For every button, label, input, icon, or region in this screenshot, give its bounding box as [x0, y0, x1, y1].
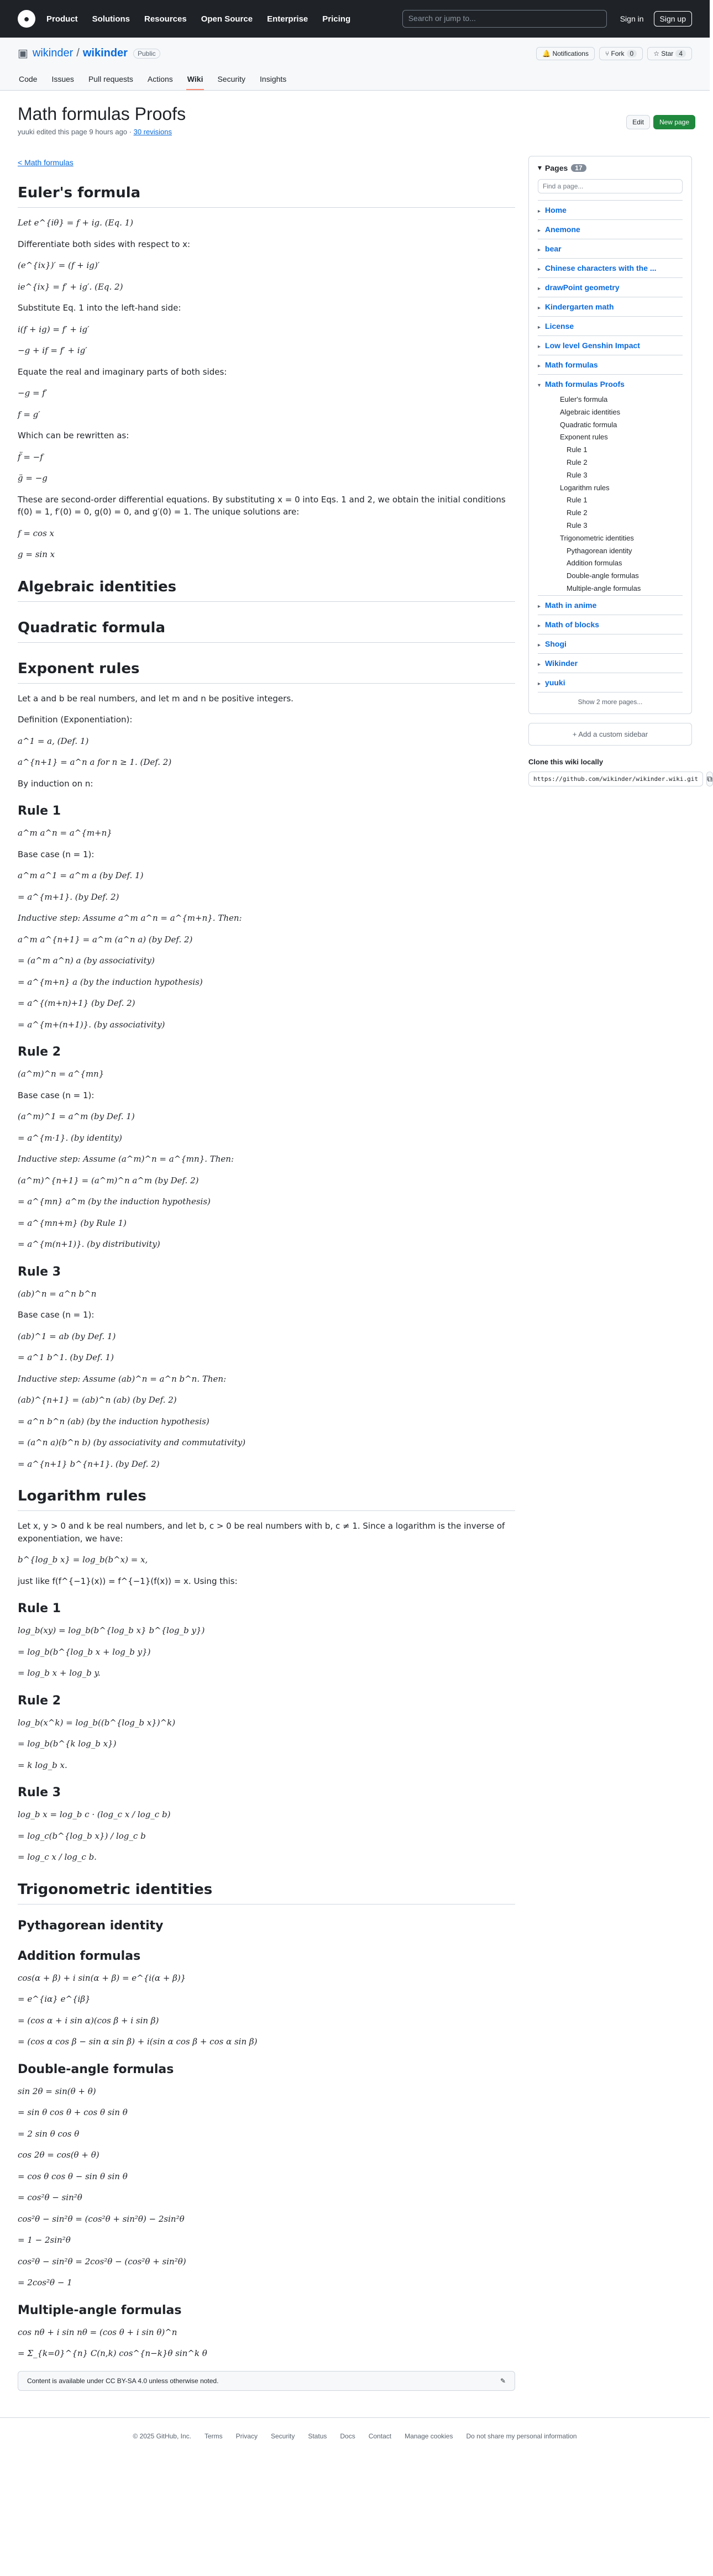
notifications-label: Notifications [552, 49, 589, 57]
chevron-right-icon: ▸ [538, 324, 541, 330]
heading-quadratic-formula: Quadratic formula [18, 617, 515, 643]
chevron-right-icon: ▸ [538, 603, 541, 610]
exponent-rule-line: Base case (n = 1): [18, 1310, 95, 1320]
repo-icon: ▣ [18, 48, 28, 60]
exponent-rule-line: (a^m)^n = a^{mn} [18, 1069, 104, 1079]
exponent-rule-line: = a^{m+1}. (by Def. 2) [18, 891, 119, 902]
logarithm-rule-line: = k log_b x. [18, 1760, 67, 1770]
trig-line: cos 2θ = cos(θ + θ) [18, 2150, 99, 2160]
euler-line: −g = f′ [18, 388, 48, 398]
exponent-rule-line: = a^{n+1} b^{n+1}. (by Def. 2) [18, 1458, 160, 1469]
heading-algebraic-identities: Algebraic identities [18, 576, 515, 602]
logarithm-rule-title: Rule 2 [18, 1693, 61, 1708]
fork-button[interactable] [599, 47, 643, 60]
page-list [538, 200, 683, 692]
star-label: Star [661, 49, 674, 57]
tab-actions[interactable]: Actions [147, 75, 173, 83]
show-more-pages[interactable]: Show 2 more pages... [538, 692, 683, 707]
exponent-rule-line: = (a^m a^n) a (by associativity) [18, 956, 155, 966]
page-header [18, 104, 515, 136]
logarithm-rule-line: = log_c x / log_c b. [18, 1852, 97, 1862]
nav-resources[interactable]: Resources [144, 14, 187, 24]
star-icon: ☆ [653, 49, 662, 57]
exponent-rule-line: Inductive step: Assume (ab)^n = a^n b^n. Then: [18, 1373, 227, 1384]
heading-eulers-formula: Euler's formula [18, 182, 515, 208]
exponent-intro: Let a and b be real numbers, and let m and n be positive integers. [18, 693, 293, 704]
repo-tabs [18, 70, 692, 90]
edit-info: yuuki edited this page 9 hours ago · [18, 128, 132, 136]
sidebar-page-label: Chinese characters with the ... [545, 264, 657, 272]
heading-trigonometric-identities: Trigonometric identities [18, 1879, 515, 1905]
sidebar-toc-item[interactable]: Euler's formula [560, 395, 608, 403]
exponent-rule-line: = a^{mn+m} (by Rule 1) [18, 1218, 127, 1228]
footer-link[interactable]: Security [270, 2432, 295, 2440]
definition-line: a^{n+1} = a^n a for n ≥ 1. (Def. 2) [18, 757, 172, 767]
exponent-rule-line: a^m a^n = a^{m+n} [18, 828, 112, 838]
tab-insights[interactable]: Insights [260, 75, 287, 83]
footer-link: © 2025 GitHub, Inc. [133, 2432, 191, 2440]
heading-exponent-rules: Exponent rules [18, 658, 515, 684]
sidebar-toc-item[interactable]: Addition formulas [567, 559, 622, 568]
sidebar-page-label: Math of blocks [545, 620, 600, 629]
nav-solutions[interactable]: Solutions [92, 14, 130, 24]
fork-label: Fork [611, 49, 625, 57]
star-count: 4 [675, 50, 686, 57]
exponent-rule-line: Base case (n = 1): [18, 1090, 95, 1100]
sidebar-toc-item[interactable]: Quadratic formula [560, 420, 617, 429]
find-page-input[interactable]: Find a page... [538, 179, 683, 193]
exponent-rule-line: = a^{(m+n)+1} (by Def. 2) [18, 998, 135, 1008]
license-footer [18, 2371, 515, 2391]
chevron-right-icon: ▸ [538, 305, 541, 311]
exponent-rule-line: Base case (n = 1): [18, 849, 95, 859]
exponent-rule-line: (a^m)^1 = a^m (by Def. 1) [18, 1111, 135, 1121]
github-logo-icon[interactable]: ● [18, 10, 35, 28]
pages-count: 17 [571, 164, 586, 172]
heading-logarithm-rules: Logarithm rules [18, 1486, 515, 1511]
footer-link[interactable]: Contact [368, 2432, 392, 2440]
trig-section-title: Pythagorean identity [18, 1918, 164, 1933]
euler-line: g̈ = −g [18, 473, 48, 483]
sidebar-toc-item[interactable]: Logarithm rules [560, 483, 610, 492]
sidebar-page-item[interactable] [538, 258, 683, 277]
trig-section-title: Double-angle formulas [18, 2062, 174, 2076]
trig-line: = (cos α cos β − sin α sin β) + i(sin α cos β + cos α sin β) [18, 2037, 258, 2047]
exponent-rule-line: = a^{m+(n+1)}. (by associativity) [18, 1019, 165, 1030]
footer-link[interactable]: Do not share my personal information [466, 2432, 577, 2440]
sidebar-page-label: bear [545, 244, 562, 253]
exponent-rule-line: = a^{m+n} a (by the induction hypothesis) [18, 977, 203, 987]
fork-count: 0 [627, 50, 637, 57]
euler-line: (e^{ix})′ = (f + ig)′ [18, 260, 100, 270]
sidebar-page-item[interactable] [538, 355, 683, 374]
nav-enterprise[interactable]: Enterprise [267, 14, 308, 24]
page-actions [626, 115, 695, 129]
euler-line: f = cos x [18, 528, 55, 538]
math-formulas-link[interactable]: < Math formulas [18, 158, 74, 167]
sidebar-page-label: yuuki [545, 678, 565, 687]
chevron-right-icon: ▸ [538, 363, 541, 369]
sidebar-page-item[interactable] [538, 200, 683, 219]
sidebar-toc-item[interactable]: Multiple-angle formulas [567, 584, 641, 592]
page-title: Math formulas Proofs [18, 104, 186, 124]
pages-header[interactable] [538, 163, 683, 172]
sidebar-page-label: Wikinder [545, 658, 578, 668]
nav-pricing[interactable]: Pricing [322, 14, 351, 24]
nav-product[interactable]: Product [46, 14, 78, 24]
logarithm-inverse: b^{log_b x} = log_b(b^x) = x, [18, 1555, 148, 1565]
sidebar-toc-item[interactable]: Trigonometric identities [560, 533, 634, 542]
chevron-right-icon: ▸ [538, 661, 541, 668]
sidebar-page-label: drawPoint geometry [545, 283, 620, 292]
exponent-rule-line: = a^{mn} a^m (by the induction hypothesis) [18, 1197, 211, 1206]
euler-line: ie^{ix} = f′ + ig′. (Eq. 2) [18, 281, 123, 292]
euler-line: Equate the real and imaginary parts of both sides: [18, 366, 227, 377]
sidebar-page-item[interactable] [538, 374, 683, 394]
exponent-rule-line: (a^m)^{n+1} = (a^m)^n a^m (by Def. 2) [18, 1175, 199, 1185]
sidebar-toc-item[interactable]: Rule 2 [567, 508, 588, 517]
pages-box [528, 156, 692, 714]
euler-line: Let e^{iθ} = f + ig. (Eq. 1) [18, 218, 134, 228]
trig-line: sin 2θ = sin(θ + θ) [18, 2086, 96, 2096]
sidebar-page-label: Anemone [545, 225, 580, 234]
euler-line: Differentiate both sides with respect to x: [18, 239, 191, 249]
sidebar-page-item[interactable] [538, 335, 683, 355]
trig-section-title: Addition formulas [18, 1949, 141, 1963]
tab-issues[interactable]: Issues [51, 75, 74, 83]
logarithm-rule-line: = log_b(b^{k log_b x}) [18, 1739, 117, 1749]
bell-icon: 🔔 [542, 49, 553, 57]
visibility-badge: Public [133, 49, 160, 59]
repo-header [0, 38, 710, 91]
trig-line: = (cos α + i sin α)(cos β + i sin β) [18, 2015, 159, 2026]
euler-line: −g + if = f′ + ig′ [18, 345, 87, 355]
exponent-rule-line: a^m a^{n+1} = a^m (a^n a) (by Def. 2) [18, 934, 193, 945]
plus-icon: + [572, 730, 579, 738]
chevron-right-icon: ▸ [538, 286, 541, 292]
sidebar-page-item[interactable] [538, 239, 683, 258]
exponent-rule-line: = a^{m(n+1)}. (by distributivity) [18, 1239, 160, 1249]
clone-title: Clone this wiki locally [528, 757, 604, 766]
triangle-down-icon: ▾ [538, 163, 542, 172]
page-container [0, 91, 713, 2391]
trig-line: cos²θ − sin²θ = 2cos²θ − (cos²θ + sin²θ) [18, 2256, 186, 2267]
star-button[interactable] [647, 47, 692, 60]
sidebar-toc-item[interactable]: Rule 1 [567, 496, 588, 505]
trig-line: = sin θ cos θ + cos θ sin θ [18, 2107, 128, 2117]
sidebar-page-item[interactable] [538, 316, 683, 335]
sidebar-page-item[interactable] [538, 277, 683, 297]
trig-section-title: Multiple-angle formulas [18, 2303, 182, 2317]
markdown-body [18, 182, 515, 2360]
new-page-button[interactable]: New page [653, 115, 695, 129]
exponent-definition: Definition (Exponentiation): [18, 715, 133, 725]
logarithm-intro: Let x, y > 0 and k be real numbers, and let b, c > 0 be real numbers with b, c ≠ 1. Since a logarithm is the inverse of exponentiation, we have: [18, 1521, 505, 1544]
signup-button[interactable]: Sign up [654, 11, 692, 27]
trig-line: = Σ_{k=0}^{n} C(n,k) cos^{n−k}θ sin^k θ [18, 2348, 207, 2358]
repo-owner-link[interactable]: wikinder [32, 47, 74, 59]
exponent-rule-line: Inductive step: Assume (a^m)^n = a^{mn}. Then: [18, 1154, 234, 1164]
sidebar-toc-item[interactable]: Pythagorean identity [567, 546, 632, 555]
chevron-right-icon: ▸ [538, 622, 541, 629]
logarithm-rule-line: = log_b(b^{log_b x + log_b y}) [18, 1646, 151, 1657]
euler-line: f̈ = −f [18, 452, 43, 462]
exponent-rule-line: = a^{m·1}. (by identity) [18, 1132, 122, 1143]
euler-line: i(f + ig) = f′ + ig′ [18, 324, 90, 334]
exponent-rule-line: (ab)^{n+1} = (ab)^n (ab) (by Def. 2) [18, 1395, 177, 1405]
trig-line: = 2 sin θ cos θ [18, 2128, 80, 2139]
exponent-rule-line: (ab)^n = a^n b^n [18, 1288, 97, 1299]
sidebar-page-item[interactable] [538, 634, 683, 653]
logarithm-rule-title: Rule 3 [18, 1786, 61, 1799]
trig-line: cos²θ − sin²θ = (cos²θ + sin²θ) − 2sin²θ [18, 2213, 185, 2224]
exponent-rule-line: (ab)^1 = ab (by Def. 1) [18, 1331, 116, 1341]
search-input[interactable]: Search or jump to... [402, 10, 607, 28]
sidebar-page-item[interactable] [538, 653, 683, 673]
chevron-right-icon: ▸ [538, 266, 541, 272]
back-link [18, 158, 515, 167]
add-sidebar-label: Add a custom sidebar [578, 730, 648, 738]
euler-line: Which can be rewritten as: [18, 431, 129, 440]
top-navbar [0, 0, 710, 38]
sidebar-page-item[interactable] [538, 297, 683, 316]
euler-line: f = g′ [18, 409, 40, 419]
slash: / [76, 47, 80, 59]
exponent-rule-title: Rule 3 [18, 1265, 61, 1279]
sidebar-page-label: Math formulas Proofs [545, 380, 625, 389]
sidebar-toc-item[interactable]: Algebraic identities [560, 407, 621, 416]
exponent-rule-line: a^m a^1 = a^m a (by Def. 1) [18, 870, 144, 880]
trig-line: cos nθ + i sin nθ = (cos θ + i sin θ)^n [18, 2327, 177, 2337]
sidebar-page-item[interactable] [538, 595, 683, 615]
sidebar-toc-item[interactable]: Rule 2 [567, 458, 588, 466]
euler-line: g = sin x [18, 549, 55, 559]
sidebar-page-item[interactable] [538, 219, 683, 239]
logarithm-rule-line: = log_c(b^{log_b x}) / log_c b [18, 1830, 146, 1841]
logarithm-rule-line: = log_b x + log_b y. [18, 1668, 101, 1678]
wiki-content [18, 104, 515, 2391]
chevron-right-icon: ▸ [538, 228, 541, 234]
chevron-right-icon: ▸ [538, 208, 541, 214]
sidebar-toc-item[interactable]: Double-angle formulas [567, 571, 639, 580]
logarithm-rule-line: log_b x = log_b c · (log_c x / log_c b) [18, 1809, 171, 1819]
repo-name-link[interactable]: wikinder [82, 47, 128, 59]
nav-open-source[interactable]: Open Source [201, 14, 253, 24]
footer-link[interactable]: Status [308, 2432, 327, 2440]
chevron-right-icon: ▸ [538, 344, 541, 350]
exponent-rule-line: = (a^n a)(b^n b) (by associativity and commutativity) [18, 1437, 246, 1447]
euler-line: Substitute Eq. 1 into the left-hand side: [18, 303, 181, 313]
induction-note: By induction on n: [18, 778, 93, 789]
footer-link[interactable]: Docs [340, 2432, 355, 2440]
signin-link[interactable]: Sign in [620, 14, 644, 23]
license-text: Content is available under CC BY-SA 4.0 unless otherwise noted. [27, 2376, 219, 2385]
exponent-rule-line: = a^1 b^1. (by Def. 1) [18, 1352, 114, 1362]
repo-title [18, 46, 692, 60]
trig-line: = 1 − 2sin²θ [18, 2235, 71, 2245]
exponent-rule-title: Rule 2 [18, 1045, 61, 1059]
add-sidebar-button[interactable] [528, 723, 692, 746]
footer-link[interactable]: Terms [204, 2432, 223, 2440]
logarithm-rule-title: Rule 1 [18, 1602, 61, 1615]
repo-actions [536, 47, 692, 60]
sidebar-page-label: Home [545, 206, 567, 214]
edit-button[interactable]: Edit [626, 115, 650, 129]
site-footer [0, 2417, 710, 2462]
logarithm-just-like: just like f(f^{−1}(x)) = f^{−1}(f(x)) = x. Using this: [18, 1576, 238, 1586]
trig-line: = e^{iα} e^{iβ} [18, 1994, 91, 2004]
sidebar-page-label: License [545, 322, 574, 330]
exponent-rule-title: Rule 1 [18, 804, 61, 818]
clone-url-group [528, 772, 713, 786]
logarithm-rule-line: log_b(x^k) = log_b((b^{log_b x})^k) [18, 1717, 176, 1728]
sidebar-page-label: Math in anime [545, 600, 597, 610]
exponent-rule-line: Inductive step: Assume a^m a^n = a^{m+n}. Then: [18, 913, 242, 923]
page-meta [18, 128, 515, 136]
sidebar-toc-item[interactable]: Rule 1 [567, 445, 588, 454]
tab-code[interactable]: Code [19, 75, 38, 83]
sidebar-toc-item[interactable]: Rule 3 [567, 521, 588, 529]
trig-line: cos(α + β) + i sin(α + β) = e^{i(α + β)} [18, 1972, 186, 1983]
main-nav [46, 14, 350, 24]
pages-label: Pages [545, 163, 568, 172]
trig-line: = cos θ cos θ − sin θ sin θ [18, 2171, 128, 2181]
definition-line: a^1 = a, (Def. 1) [18, 736, 89, 746]
sidebar-page-label: Math formulas [545, 360, 598, 369]
trig-line: = cos²θ − sin²θ [18, 2192, 82, 2202]
chevron-right-icon: ▸ [538, 642, 541, 648]
euler-line: These are second-order differential equations. By substituting x = 0 into Eqs. 1 and 2, we obtain the initial conditions f(0) = 1, f′(0) = 0, g(0) = 0, and g′(0) = 1. The unique solutions are: [18, 494, 506, 517]
chevron-down-icon: ▾ [538, 382, 541, 389]
revisions-link[interactable]: 30 revisions [133, 128, 172, 136]
footer-link[interactable]: Privacy [235, 2432, 258, 2440]
sidebar-toc-item[interactable]: Rule 3 [567, 470, 588, 479]
trig-line: = 2cos²θ − 1 [18, 2278, 72, 2288]
sidebar-page-label: Low level Genshin Impact [545, 341, 640, 350]
notifications-button[interactable] [536, 47, 595, 60]
tab-pull-requests[interactable]: Pull requests [88, 75, 133, 83]
sidebar-page-item[interactable] [538, 615, 683, 634]
tab-wiki[interactable]: Wiki [186, 70, 205, 90]
fork-icon: ⑂ [605, 49, 611, 57]
footer-link[interactable]: Manage cookies [405, 2432, 453, 2440]
sidebar-toc-item[interactable]: Exponent rules [560, 433, 608, 442]
chevron-right-icon: ▸ [538, 247, 541, 253]
copy-icon[interactable]: ⧉ [706, 772, 713, 786]
sidebar-page-label: Kindergarten math [545, 302, 614, 311]
logarithm-rule-line: log_b(xy) = log_b(b^{log_b x} b^{log_b y}) [18, 1625, 205, 1635]
wiki-sidebar [528, 104, 713, 2391]
tab-security[interactable]: Security [217, 75, 246, 83]
exponent-rule-line: = a^n b^n (ab) (by the induction hypothesis) [18, 1416, 209, 1426]
sidebar-page-item[interactable] [538, 673, 683, 692]
chevron-right-icon: ▸ [538, 680, 541, 687]
sidebar-page-label: Shogi [545, 639, 567, 648]
pencil-icon[interactable]: ✎ [500, 2376, 506, 2385]
clone-url-input[interactable]: https://github.com/wikinder/wikinder.wiki.git [528, 772, 703, 786]
